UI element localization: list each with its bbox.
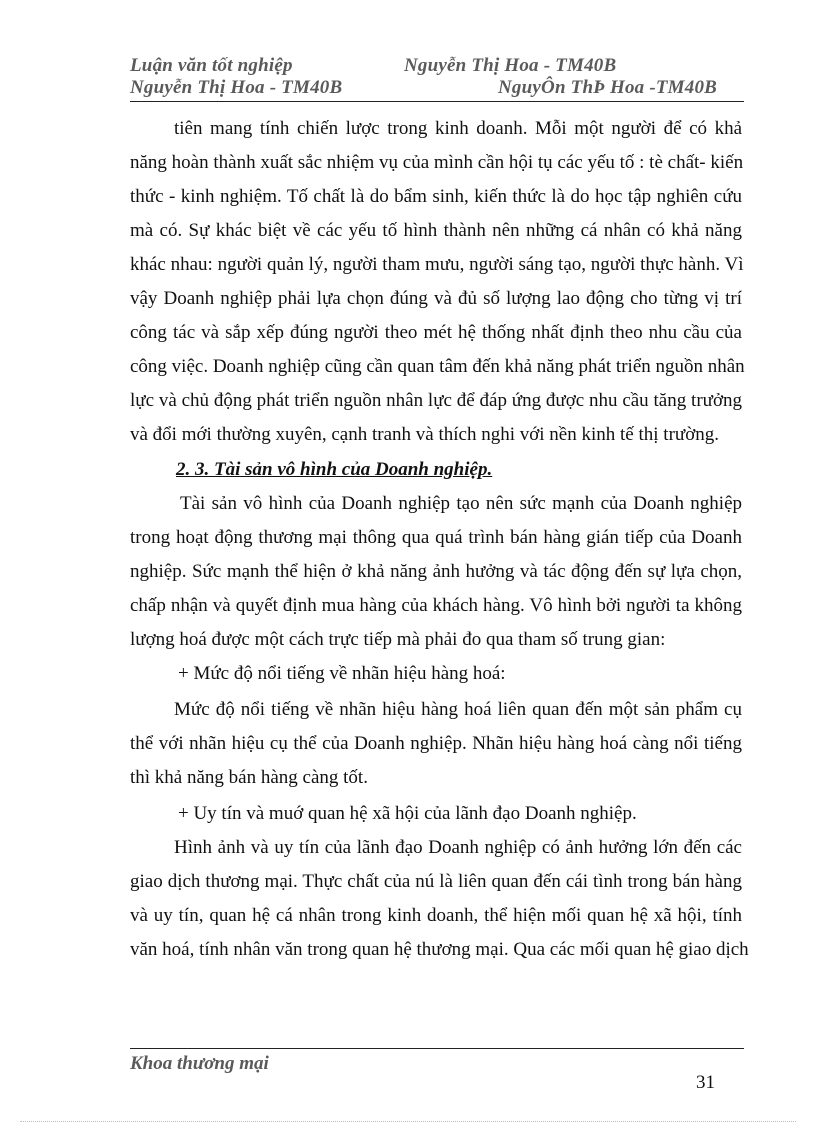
paragraph3-line: Mức độ nổi tiếng về nhãn hiệu hàng hoá liên quan đến một sản phẩm cụ [174,699,742,720]
paragraph2-line: lượng hoá được một cách trực tiếp mà phải đo qua tham số trung gian: [130,629,666,650]
paragraph1-line: năng hoàn thành xuất sắc nhiệm vụ của mình cần hội tụ các yếu tố : tè chất- kiến [130,152,744,173]
footer-divider [130,1048,744,1049]
paragraph1-line: công tác và sắp xếp đúng người theo mét hệ thống nhất định theo nhu cầu của [130,322,742,343]
paragraph1-line: thức - kinh nghiệm. Tố chất là do bẩm sinh, kiến thức là do học tập nghiên cứu [130,186,742,207]
paragraph2-line: trong hoạt động thương mại thông qua quá trình bán hàng gián tiếp của Doanh [130,527,742,548]
paragraph2-line: Tài sản vô hình của Doanh nghiệp tạo nên sức mạnh của Doanh nghiệp [180,493,742,514]
paragraph1-line: công việc. Doanh nghiệp cũng cần quan tâm đến khả năng phát triển nguồn nhân [130,356,745,377]
paragraph1-line: vậy Doanh nghiệp phải lựa chọn đúng và đủ số lượng lao động cho từng vị trí [130,288,742,309]
section-heading: 2. 3. Tài sản vô hình của Doanh nghiệp. [176,459,493,480]
paragraph2-line: nghiệp. Sức mạnh thể hiện ở khả năng ảnh hưởng và tác động đến sự lựa chọn, [130,561,742,582]
header-divider [130,101,744,102]
paragraph1-line: lực và chủ động phát triển nguồn nhân lực để đáp ứng được nhu cầu tăng trưởng [130,390,742,411]
footer-department: Khoa thương mại [130,1053,269,1074]
header-line1-right: Nguyễn Thị Hoa - TM40B [404,55,617,76]
paragraph2-line: chấp nhận và quyết định mua hàng của khách hàng. Vô hình bởi người ta không [130,595,742,616]
header-line2-left: Nguyễn Thị Hoa - TM40B [130,77,343,98]
paragraph4-line: văn hoá, tính nhân văn trong quan hệ thương mại. Qua các mối quan hệ giao dịch [130,939,749,960]
header-line2-right: NguyÔn ThÞ Hoa -TM40B [498,77,718,98]
page-edge-divider [20,1121,796,1122]
paragraph4-line: và uy tín, quan hệ cá nhân trong kinh doanh, thể hiện mối quan hệ xã hội, tính [130,905,742,926]
bullet-item: + Mức độ nổi tiếng về nhãn hiệu hàng hoá: [178,663,506,684]
paragraph1-line: mà có. Sự khác biệt về các yếu tố hình thành nên những cá nhân có khả năng [130,220,742,241]
paragraph1-line: khác nhau: người quản lý, người tham mưu, người sáng tạo, người thực hành. Vì [130,254,744,275]
paragraph1-line: tiên mang tính chiến lược trong kinh doanh. Mỗi một người để có khả [174,118,742,139]
paragraph3-line: thì khả năng bán hàng càng tốt. [130,767,368,788]
paragraph3-line: thể với nhãn hiệu cụ thể của Doanh nghiệp. Nhãn hiệu hàng hoá càng nổi tiếng [130,733,742,754]
bullet-item: + Uy tín và muớ quan hệ xã hội của lãnh đạo Doanh nghiệp. [178,803,637,824]
paragraph4-line: Hình ảnh và uy tín của lãnh đạo Doanh nghiệp có ảnh hưởng lớn đến các [174,837,742,858]
header-line1-left: Luận văn tốt nghiệp [130,55,293,76]
paragraph4-line: giao dịch thương mại. Thực chất của nú là liên quan đến cái tình trong bán hàng [130,871,742,892]
paragraph1-line: và đổi mới thường xuyên, cạnh tranh và thích nghi với nền kinh tế thị trường. [130,424,719,445]
page-number: 31 [696,1072,715,1093]
